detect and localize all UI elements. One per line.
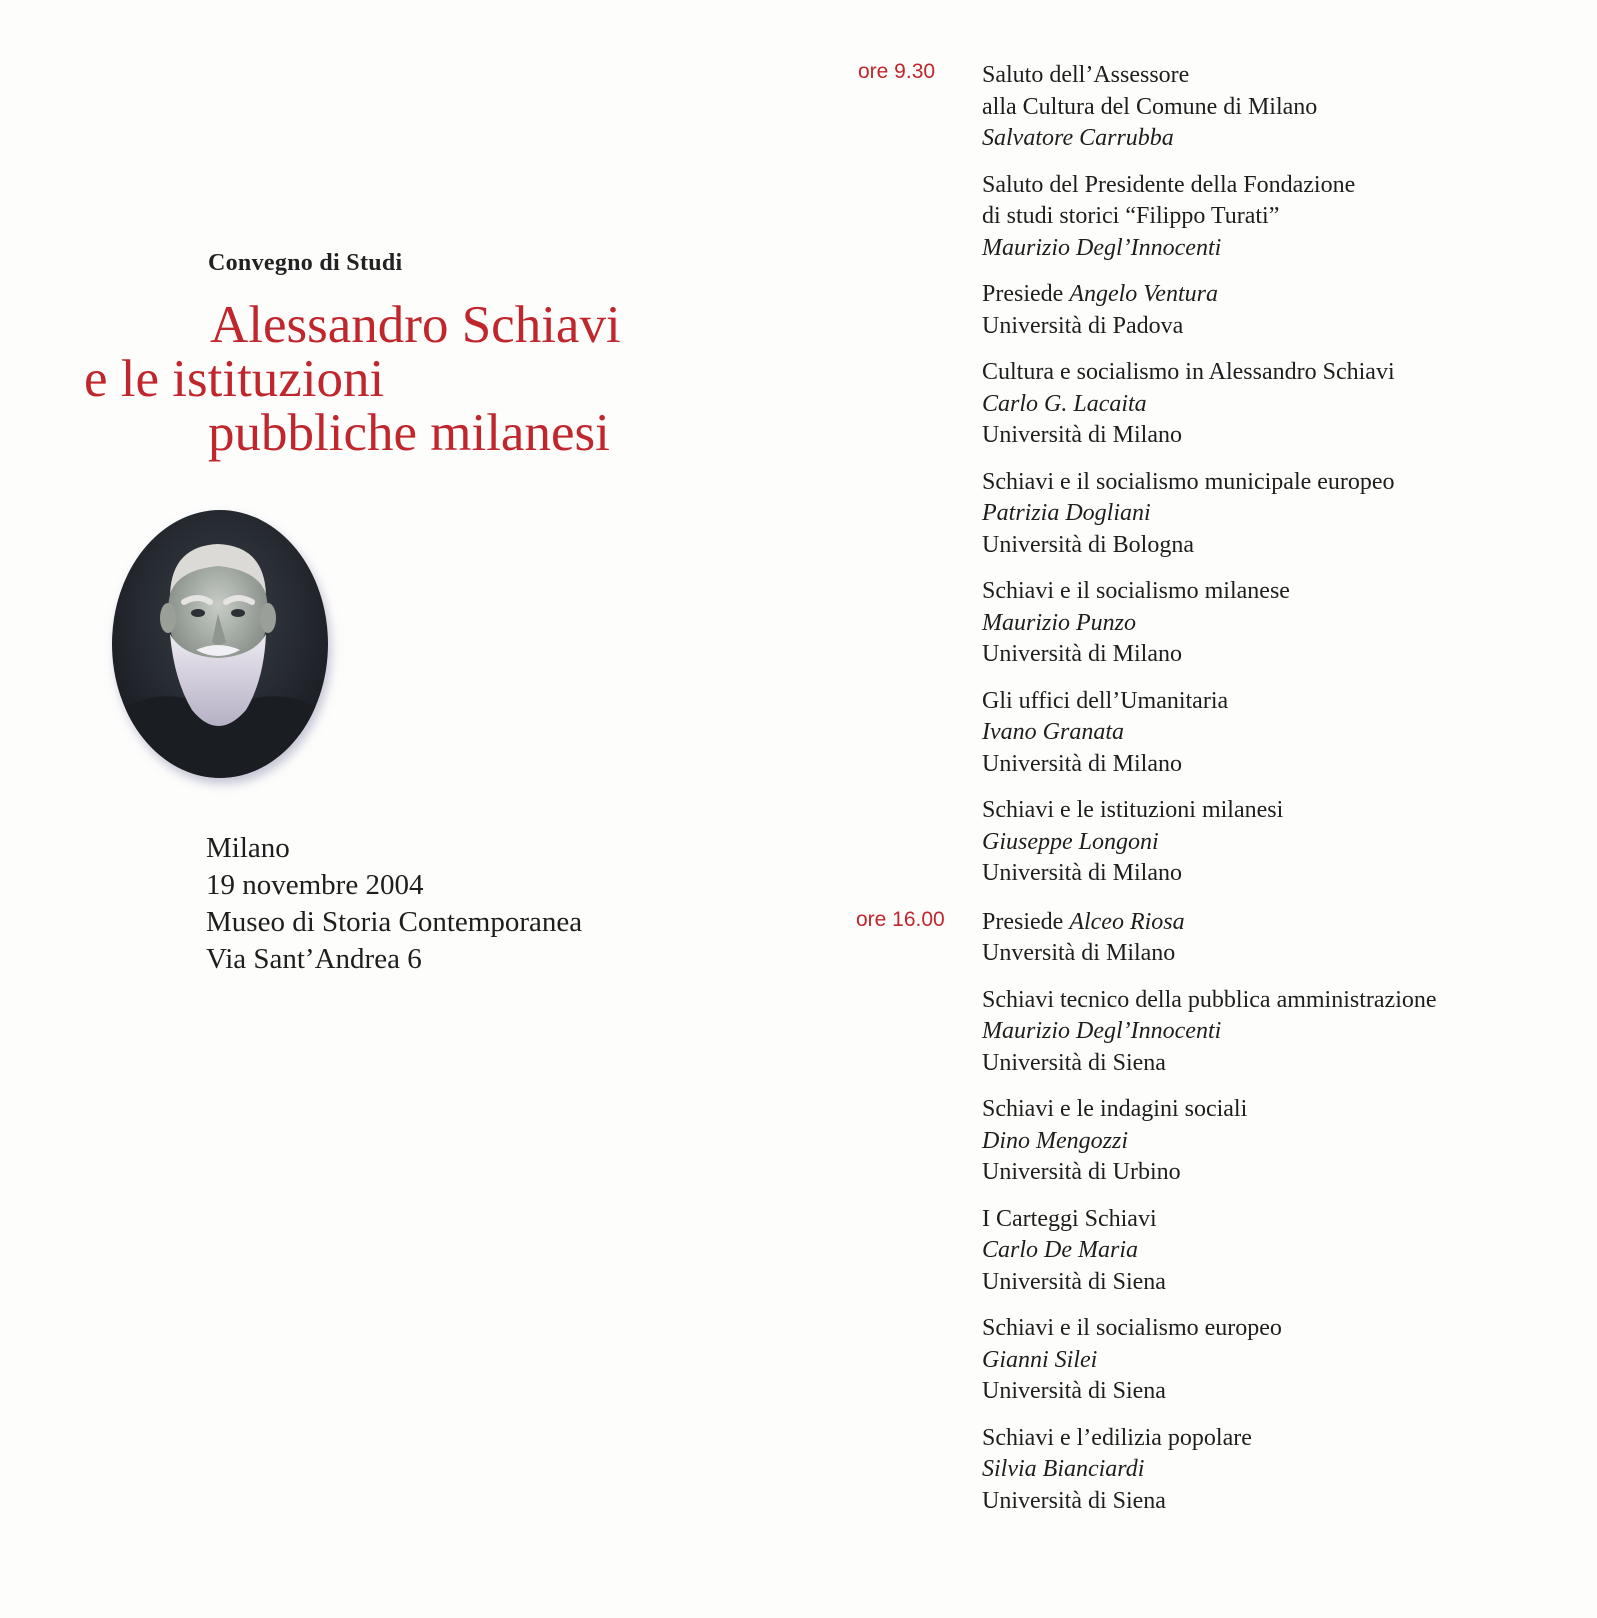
talk-title: Schiavi tecnico della pubblica amministrazione — [982, 986, 1437, 1013]
speaker-name: Silvia Bianciardi — [982, 1456, 1145, 1482]
event-city: Milano — [206, 832, 290, 864]
speaker-name: Maurizio Degl’Innocenti — [982, 1018, 1222, 1044]
speaker-name: Maurizio Punzo — [982, 609, 1137, 636]
talk-title: Schiavi e le indagini sociali — [982, 1096, 1248, 1122]
affiliation: Università di Siena — [982, 1487, 1166, 1514]
talk-title-continued: di studi storici “Filippo Turati” — [982, 203, 1280, 229]
program-item — [982, 985, 1558, 1080]
affiliation: Università di Siena — [982, 1378, 1166, 1404]
program-item — [982, 1094, 1558, 1189]
affiliation: Università di Urbino — [982, 1159, 1181, 1185]
affiliation: Università di Bologna — [982, 531, 1194, 558]
speaker-name: Carlo G. Lacaita — [982, 390, 1147, 417]
speaker-name: Salvatore Carrubba — [982, 125, 1174, 151]
event-address: Via Sant’Andrea 6 — [206, 943, 422, 975]
chair-prefix: Presiede — [982, 281, 1064, 307]
speaker-name: Dino Mengozzi — [982, 1127, 1128, 1154]
speaker-name: Maurizio Degl’Innocenti — [982, 234, 1222, 261]
program-item — [982, 686, 1558, 781]
talk-title: Schiavi e le istituzioni milanesi — [982, 797, 1284, 823]
program-item-chair — [982, 907, 1558, 970]
chair-name: Angelo Ventura — [1069, 281, 1218, 307]
event-title — [84, 298, 704, 460]
event-date: 19 novembre 2004 — [206, 869, 424, 901]
program-schedule — [858, 60, 1558, 1532]
program-item — [982, 1423, 1558, 1518]
affiliation: Università di Milano — [982, 860, 1182, 886]
affiliation: Unversità di Milano — [982, 940, 1176, 966]
affiliation: Università di Siena — [982, 1268, 1166, 1295]
afternoon-session-time: ore 16.00 — [856, 907, 945, 931]
program-item — [982, 795, 1558, 890]
affiliation: Università di Milano — [982, 750, 1182, 777]
program-item — [982, 1313, 1558, 1408]
event-venue: Museo di Storia Contemporanea — [206, 906, 583, 938]
portrait-image — [112, 510, 328, 778]
title-line-1: Alessandro Schiavi — [210, 296, 621, 354]
talk-title-continued: alla Cultura del Comune di Milano — [982, 93, 1318, 120]
talk-title: Saluto del Presidente della Fondazione — [982, 171, 1356, 198]
title-line-3: pubbliche milanesi — [208, 404, 610, 462]
talk-title: Schiavi e il socialismo milanese — [982, 578, 1290, 604]
program-item — [982, 170, 1558, 265]
portrait-photo — [112, 510, 328, 778]
talk-title: I Carteggi Schiavi — [982, 1205, 1157, 1232]
talk-title: Saluto dell’Assessore — [982, 62, 1190, 88]
program-item-chair — [982, 279, 1558, 342]
talk-title: Gli uffici dell’Umanitaria — [982, 687, 1229, 714]
speaker-name: Patrizia Dogliani — [982, 500, 1151, 526]
title-line-2: e le istituzioni — [84, 350, 385, 408]
affiliation: Università di Milano — [982, 422, 1182, 448]
program-item — [982, 60, 1558, 155]
talk-title: Schiavi e il socialismo municipale europeo — [982, 468, 1395, 495]
program-item — [982, 576, 1558, 671]
speaker-name: Giuseppe Longoni — [982, 828, 1159, 855]
program-item — [982, 357, 1558, 452]
affiliation: Università di Siena — [982, 1049, 1166, 1076]
speaker-name: Carlo De Maria — [982, 1237, 1138, 1263]
chair-prefix: Presiede — [982, 908, 1064, 935]
affiliation: Università di Padova — [982, 312, 1184, 339]
talk-title: Cultura e socialismo in Alessandro Schiavi — [982, 359, 1395, 385]
program-item — [982, 1204, 1558, 1299]
program-item — [982, 467, 1558, 562]
afternoon-session — [858, 907, 1558, 1518]
chair-line — [982, 279, 1558, 311]
event-details — [206, 830, 582, 978]
event-subtitle: Convegno di Studi — [208, 250, 403, 276]
morning-session-time: ore 9.30 — [858, 60, 936, 83]
speaker-name: Gianni Silei — [982, 1346, 1098, 1373]
chair-name: Alceo Riosa — [1069, 908, 1185, 935]
morning-session — [858, 60, 1558, 890]
speaker-name: Ivano Granata — [982, 719, 1124, 745]
chair-line — [982, 907, 1558, 939]
talk-title: Schiavi e l’edilizia popolare — [982, 1424, 1252, 1451]
talk-title: Schiavi e il socialismo europeo — [982, 1315, 1282, 1341]
affiliation: Università di Milano — [982, 641, 1182, 667]
